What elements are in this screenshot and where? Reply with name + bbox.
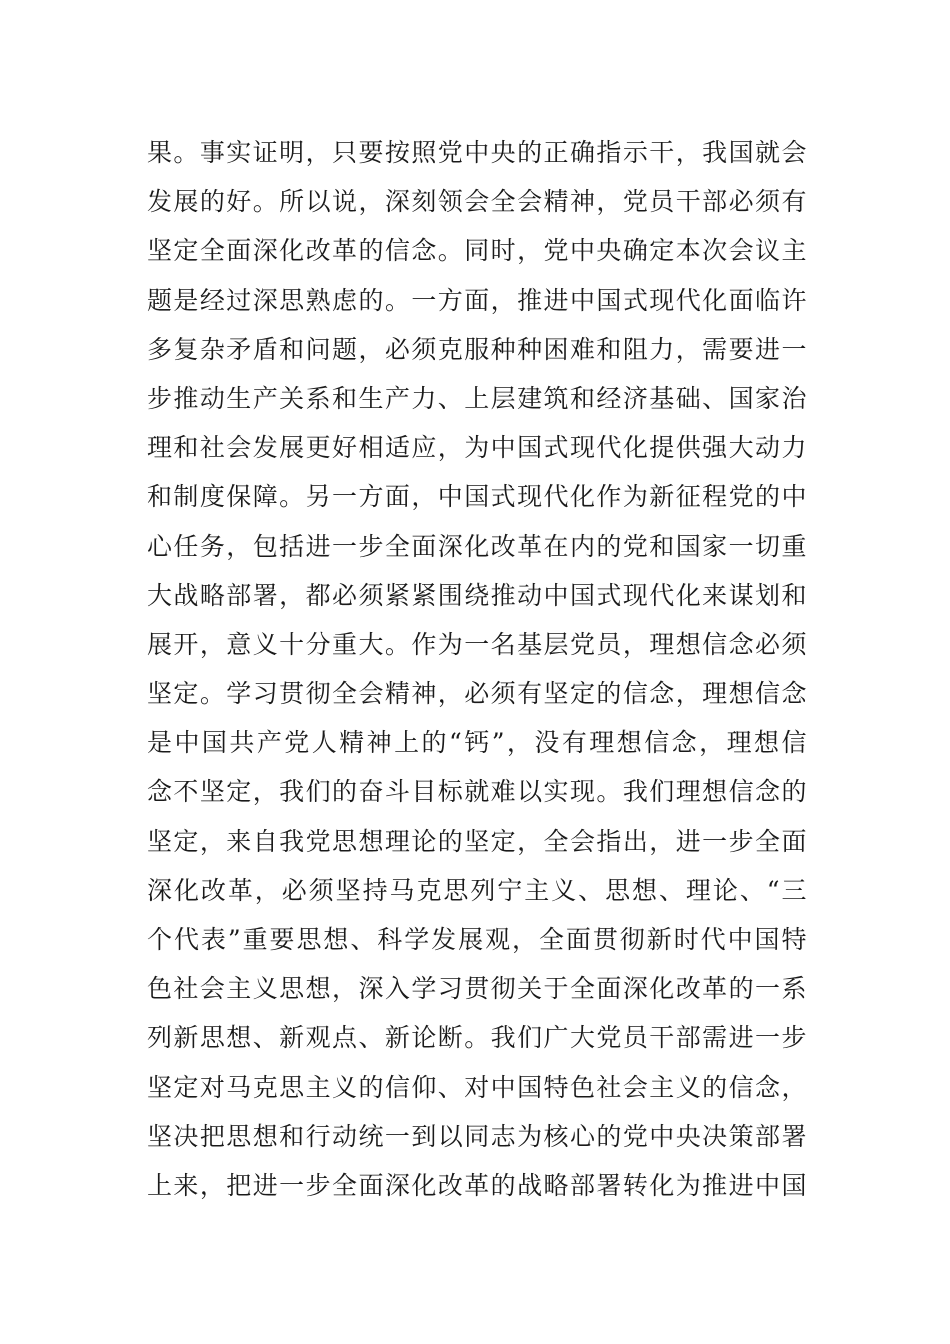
text-line: 发展的好。所以说，深刻领会全会精神，党员干部必须有: [147, 187, 807, 217]
text-line: 个代表”重要思想、科学发展观，全面贯彻新时代中国特: [147, 925, 807, 954]
text-line: 上来，把进一步全面深化改革的战略部署转化为推进中国: [147, 1170, 807, 1200]
text-line: 和制度保障。另一方面，中国式现代化作为新征程党的中: [147, 482, 807, 512]
text-line: 展开，意义十分重大。作为一名基层党员，理想信念必须: [147, 629, 807, 659]
text-line: 坚定，来自我党思想理论的坚定，全会指出，进一步全面: [147, 826, 807, 856]
text-line: 坚决把思想和行动统一到以同志为核心的党中央决策部署: [147, 1121, 807, 1151]
text-line: 果。事实证明，只要按照党中央的正确指示干，我国就会: [147, 138, 807, 167]
text-line: 多复杂矛盾和问题，必须克服种种困难和阻力，需要进一: [147, 334, 807, 364]
text-line: 坚定全面深化改革的信念。同时，党中央确定本次会议主: [147, 236, 807, 266]
text-line: 坚定对马克思主义的信仰、对中国特色社会主义的信念，: [147, 1072, 807, 1102]
text-line: 心任务，包括进一步全面深化改革在内的党和国家一切重: [147, 531, 807, 561]
body-text: [147, 128, 807, 1210]
text-line: 题是经过深思熟虑的。一方面，推进中国式现代化面临许: [147, 285, 807, 315]
text-line: 大战略部署，都必须紧紧围绕推动中国式现代化来谋划和: [147, 580, 807, 610]
text-line: 色社会主义思想，深入学习贯彻关于全面深化改革的一系: [147, 974, 807, 1004]
text-line: 是中国共产党人精神上的“钙”，没有理想信念，理想信: [147, 728, 807, 758]
text-line: 念不坚定，我们的奋斗目标就难以实现。我们理想信念的: [147, 777, 807, 807]
text-line: 列新思想、新观点、新论断。我们广大党员干部需进一步: [147, 1023, 807, 1053]
text-line: 深化改革，必须坚持马克思列宁主义、思想、理论、“三: [147, 875, 807, 905]
text-line: 理和社会发展更好相适应，为中国式现代化提供强大动力: [147, 433, 807, 463]
text-line: 坚定。学习贯彻全会精神，必须有坚定的信念，理想信念: [147, 679, 807, 709]
text-line: 步推动生产关系和生产力、上层建筑和经济基础、国家治: [147, 383, 807, 413]
